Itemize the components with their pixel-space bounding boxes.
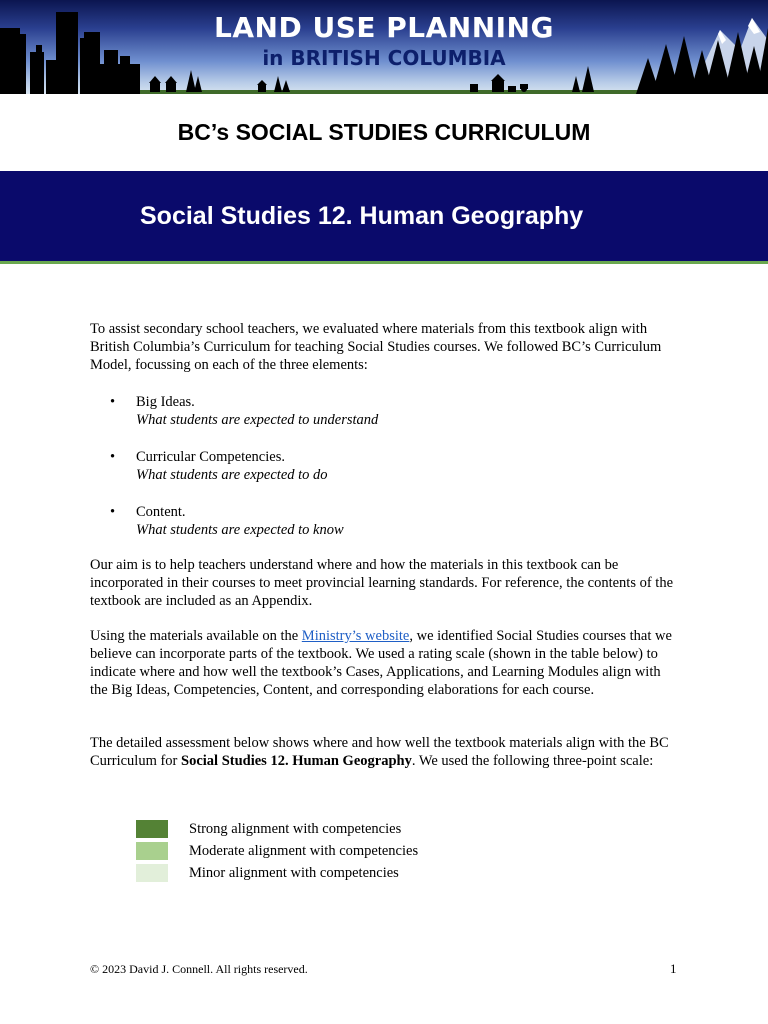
course-title: Social Studies 12. Human Geography	[140, 202, 584, 230]
assessment-text-before: The detailed assessment below shows where and how well the textbook materials align with the BC Curriculum for	[90, 735, 669, 769]
element-description: What students are expected to know	[136, 522, 344, 538]
ministry-text-before: Using the materials available on the	[90, 628, 302, 644]
ministry-website-link[interactable]: Ministry’s website	[301, 628, 410, 644]
page-number: 1	[670, 961, 677, 976]
legend-label: Minor alignment with competencies	[189, 865, 399, 881]
assessment-text-after: . We used the following three-point scale:	[411, 753, 654, 769]
banner-title: LAND USE PLANNING	[214, 11, 554, 44]
bullet-icon: •	[110, 394, 116, 410]
aim-paragraph: Our aim is to help teachers understand where and how the materials in this textbook can be incorporated in their courses to meet provincial learning standards. For reference, the contents of the textbook are included as an Appendix.	[90, 557, 674, 609]
element-label: Content.	[136, 504, 186, 520]
ministry-paragraph	[90, 627, 680, 699]
assessment-course-name: Social Studies 12. Human Geography	[181, 753, 412, 769]
intro-paragraph: To assist secondary school teachers, we evaluated where materials from this textbook align with British Columbia’s Curriculum for teaching Social Studies courses. We followed BC’s Curriculum Model, focussing on each of the three elements:	[90, 321, 662, 373]
element-description: What students are expected to understand	[136, 412, 379, 428]
legend-label: Moderate alignment with competencies	[189, 843, 419, 859]
element-label: Big Ideas.	[136, 394, 195, 410]
legend-swatch-moderate	[136, 842, 168, 860]
legend-swatch-minor	[136, 864, 168, 882]
footer-copyright: © 2023 David J. Connell. All rights reserved.	[90, 962, 308, 976]
assessment-paragraph	[90, 734, 680, 770]
element-label: Curricular Competencies.	[136, 449, 285, 465]
legend-label: Strong alignment with competencies	[189, 821, 402, 837]
bullet-icon: •	[110, 449, 116, 465]
element-description: What students are expected to do	[136, 467, 328, 483]
curriculum-title: BC’s SOCIAL STUDIES CURRICULUM	[177, 119, 591, 145]
banner-subtitle: in BRITISH COLUMBIA	[262, 46, 506, 70]
ministry-text-after: , we identified Social Studies courses that we believe can incorporate parts of the textbook. We used a rating scale (shown in the table below) to indicate where and how well the textbook’s Cases, Applications, and Learning Modules align with the Big Ideas, Competencies, Content, and corresponding elaborations for each course.	[90, 628, 672, 698]
bullet-icon: •	[110, 504, 116, 520]
legend-swatch-strong	[136, 820, 168, 838]
header-banner	[0, 0, 768, 94]
